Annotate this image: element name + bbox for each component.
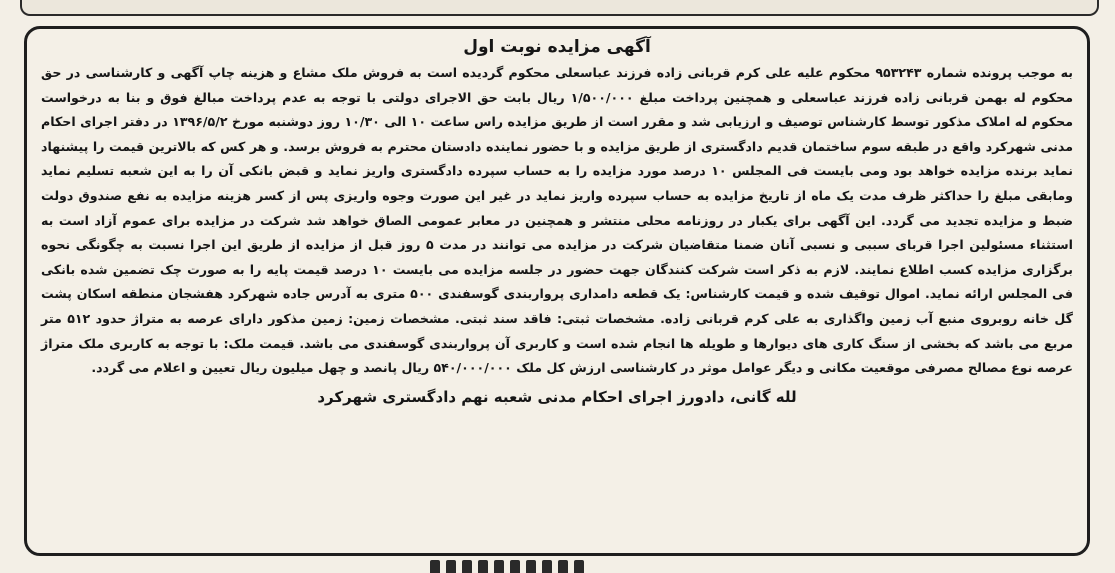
notice-signature: لله گانی، دادورز اجرای احکام مدنی شعبه نهم دادگستری شهرکرد (317, 387, 797, 406)
auction-notice (41, 35, 1073, 410)
next-ad-fragment (430, 560, 600, 573)
notice-frame (24, 26, 1090, 556)
notice-body: به موجب پرونده شماره ۹۵۳۲۴۳ محکوم علیه علی کرم قربانی زاده فرزند عباسعلی محکوم گردیده است به فروش ملک مشاع و هزینه چاپ آگهی و کارشناسی در حق محکوم له بهمن قربانی زاده فرزند عباسعلی و همچنین پرداخت مبلغ ۱/۵۰۰/۰۰۰ ریال بابت حق الاجرای دولتی با توجه به عدم پرداخت مبالغ فوق و بنا به درخواست محکوم له املاک مذکور توسط کارشناس توصیف و ارزیابی شد و مقرر است از طریق مزایده راس ساعت ۱۰ الی ۱۰/۳۰ روز دوشنبه مورخ ۱۳۹۶/۵/۲ در دفتر اجرای احکام مدنی شهرکرد واقع در طبقه سوم ساختمان قدیم دادگستری از طریق مزایده و با حضور نماینده دادستان محترم به فروش برسد. و هر کس که بالاترین قیمت را پیشنهاد نماید برنده مزایده خواهد بود ومی بایست فی المجلس ۱۰ درصد مورد مزایده را به حساب سپرده دادگستری واریز نماید و قبض بانکی آن را به این شعبه تسلیم نماید ومابقی مبلغ را حداکثر ظرف مدت یک ماه از تاریخ مزایده به حساب سپرده واریز نماید در غیر این صورت وجوه واریزی پس از کسر هزینه مزایده به نفع صندوق دولت ضبط و مزایده تجدید می گردد. این آگهی برای یکبار در روزنامه محلی منتشر و همچنین در معابر عمومی الصاق خواهد شد شرکت در مزایده برای عموم آزاد است به استثناء مسئولین اجرا قربای سببی و نسبی آنان ضمنا متقاضیان شرکت در مزایده می توانند در مدت ۵ روز قبل از مزایده از طریق این اجرا نسبت به چگونگی نحوه برگزاری مزایده کسب اطلاع نمایند. لازم به ذکر است شرکت کنندگان جهت حضور در جلسه مزایده می بایست ۱۰ درصد قیمت پایه را به صورت چک تضمین شده بانکی فی المجلس ارائه نماید. اموال توقیف شده و قیمت کارشناس: یک قطعه دامداری پرواربندی گوسفندی ۵۰۰ متری به آدرس جاده شهرکرد هفشجان منطقه اسکان پشت گل خانه روبروی منبع آب زمین واگذاری به علی کرم قربانی زاده. مشخصات ثبتی: فاقد سند ثبتی. مشخصات زمین: زمین مذکور دارای عرصه به متراژ حدود ۵۱۲ متر مربع می باشد که بخشی از سنگ کاری های دیوارها و طویله ها انجام شده است و کاربری آن پرواربندی گوسفندی می باشد. قیمت ملک: با توجه به کاربری ملک متراژ عرصه نوع مصالح مصرفی موقعیت مکانی و دیگر عوامل موثر در کارشناسی ارزش کل ملک ۵۴۰/۰۰۰/۰۰۰ ریال پانصد و چهل میلیون ریال تعیین و اعلام می گردد. (41, 65, 1074, 376)
adjacent-ad-border (20, 0, 1099, 16)
notice-title: آگهی مزایده نوبت اول (463, 37, 651, 57)
